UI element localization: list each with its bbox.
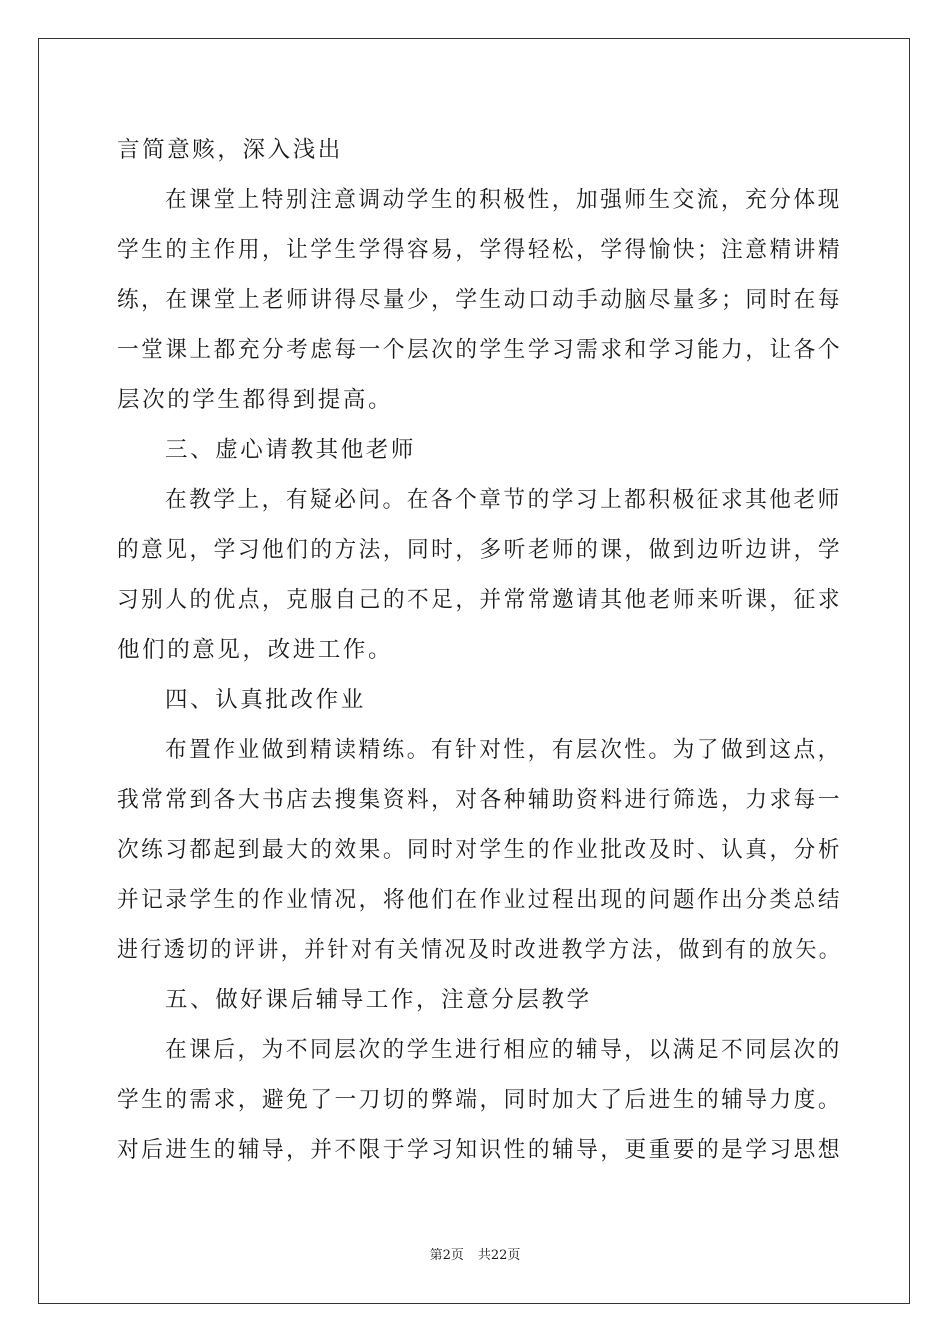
text-line: 练，在课堂上老师讲得尽量少，学生动口动手动脑尽量多；同时在每: [117, 287, 843, 313]
text-line: 并记录学生的作业情况，将他们在作业过程出现的问题作出分类总结: [117, 887, 843, 913]
page-total: 共22页: [477, 1248, 521, 1263]
page-number: 第2页: [429, 1248, 464, 1263]
text-line: 的意见，学习他们的方法，同时，多听老师的课，做到边听边讲，学: [117, 537, 843, 563]
text-line: 对后进生的辅导，并不限于学习知识性的辅导，更重要的是学习思想: [117, 1137, 843, 1163]
paragraph-first-line: 布置作业做到精读精练。有针对性，有层次性。为了做到这点，: [165, 737, 842, 763]
text-line: 学生的需求，避免了一刀切的弊端，同时加大了后进生的辅导力度。: [117, 1087, 843, 1113]
text-line: 他们的意见，改进工作。: [117, 637, 394, 663]
paragraph-first-line: 在课堂上特别注意调动学生的积极性，加强师生交流，充分体现: [165, 187, 842, 213]
text-line: 学生的主作用，让学生学得容易，学得轻松，学得愉快；注意精讲精: [117, 237, 843, 263]
page-footer: [0, 1247, 950, 1265]
text-line: 进行透切的评讲，并针对有关情况及时改进教学方法，做到有的放矢。: [117, 937, 843, 963]
paragraph-first-line: 在教学上，有疑必问。在各个章节的学习上都积极征求其他老师: [165, 487, 842, 513]
text-line: 一堂课上都充分考虑每一个层次的学生学习需求和学习能力，让各个: [117, 337, 843, 363]
text-line: 层次的学生都得到提高。: [117, 387, 394, 413]
section-heading: 四、认真批改作业: [165, 687, 366, 713]
paragraph-first-line: 在课后，为不同层次的学生进行相应的辅导，以满足不同层次的: [165, 1037, 842, 1063]
text-line: 言简意赅，深入浅出: [117, 137, 343, 163]
text-line: 次练习都起到最大的效果。同时对学生的作业批改及时、认真，分析: [117, 837, 843, 863]
text-line: 我常常到各大书店去搜集资料，对各种辅助资料进行筛选，力求每一: [117, 787, 843, 813]
section-heading: 三、虚心请教其他老师: [165, 437, 417, 463]
section-heading: 五、做好课后辅导工作，注意分层教学: [165, 987, 592, 1013]
text-line: 习别人的优点，克服自己的不足，并常常邀请其他老师来听课，征求: [117, 587, 843, 613]
